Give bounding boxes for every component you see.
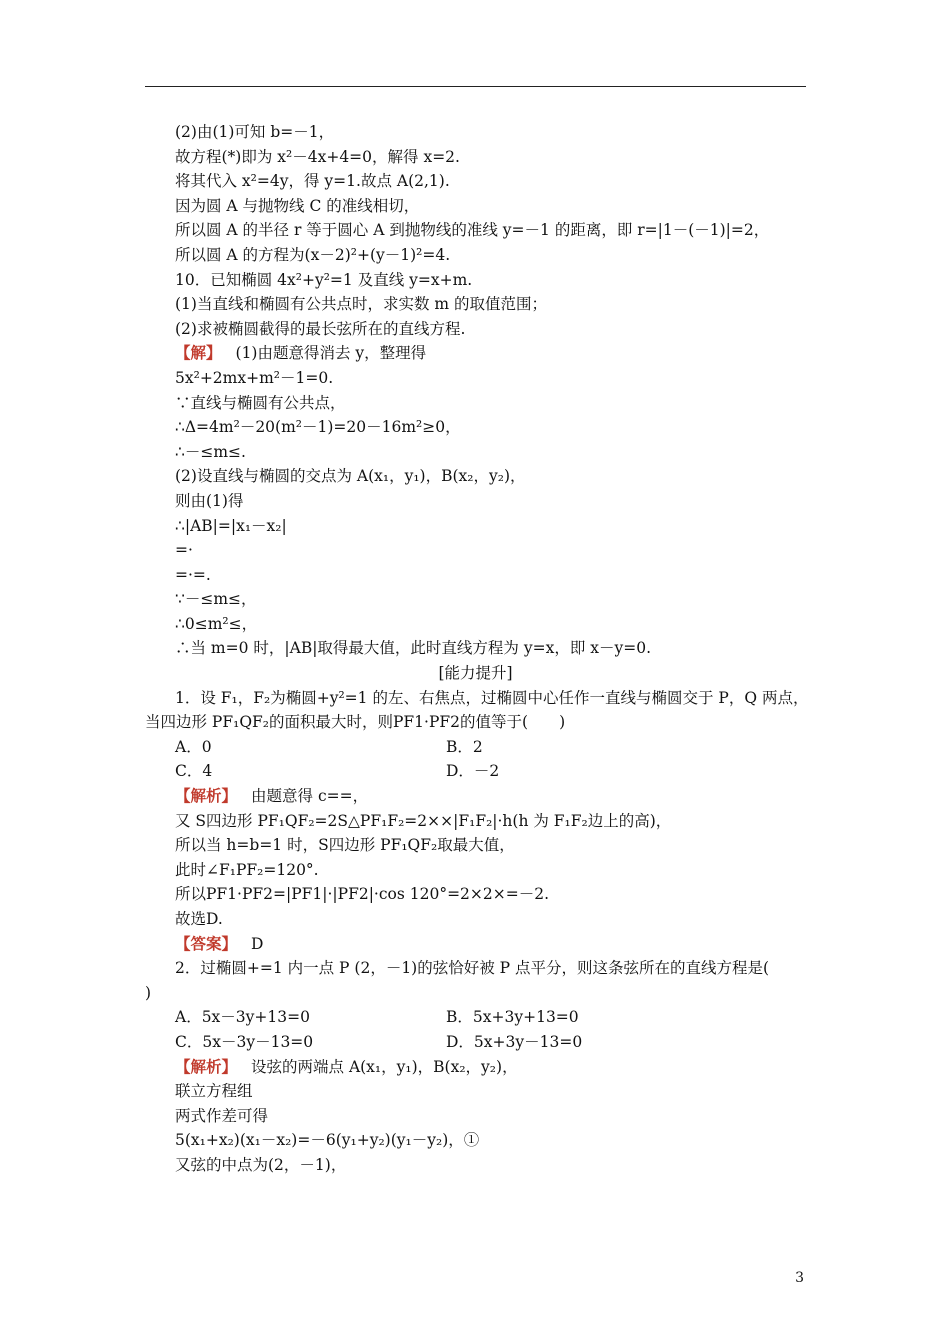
problem-2-stem: 2．过椭圆+=1 内一点 P (2，－1)的弦恰好被 P 点平分，则这条弦所在的直线方程是( (175, 959, 770, 978)
option-a: A．5x－3y+13=0 (175, 1008, 310, 1027)
text-line: 又弦的中点为(2，－1)， (175, 1155, 347, 1174)
analysis-line: 【解析】 设弦的两端点 A(x₁，y₁)，B(x₂，y₂)， (175, 1056, 518, 1076)
text-line: 因为圆 A 与抛物线 C 的准线相切， (175, 196, 420, 215)
text-line: (2)设直线与椭圆的交点为 A(x₁，y₁)，B(x₂，y₂)， (175, 467, 526, 486)
option-b: B．5x+3y+13=0 (446, 1008, 579, 1027)
option-a: A．0 (175, 737, 212, 756)
text-line: ∴|AB|=|x₁－x₂| (175, 516, 287, 535)
text-line: ∴－≤m≤. (175, 442, 246, 461)
options-row (145, 1030, 806, 1055)
text-line: =· (175, 541, 193, 560)
text-line: 故方程(*)即为 x²－4x+4=0，解得 x=2. (175, 147, 460, 166)
option-d: D．5x+3y－13=0 (446, 1032, 583, 1051)
analysis-line: 【解析】 由题意得 c==， (175, 786, 369, 806)
option-d: D．－2 (446, 762, 500, 781)
solution-line: 【解】 (1)由题意得消去 y，整理得 (175, 343, 427, 363)
text-line: 5(x₁+x₂)(x₁－x₂)=－6(y₁+y₂)(y₁－y₂)，① (175, 1131, 480, 1150)
text-line: (1)当直线和椭圆有公共点时，求实数 m 的取值范围； (175, 295, 548, 314)
text-line: =·=. (175, 565, 211, 584)
text-line: ∵－≤m≤， (175, 590, 257, 609)
options-row (145, 735, 806, 760)
analysis-tag: 【解析】 (175, 1056, 238, 1076)
section-heading: [能力提升] (438, 664, 513, 683)
problem-10-stem: 10．已知椭圆 4x²+y²=1 及直线 y=x+m. (175, 270, 473, 289)
option-c: C．5x－3y－13=0 (175, 1032, 314, 1051)
page-body (145, 120, 809, 1178)
text-line: 又 S四边形 PF₁QF₂=2S△PF₁F₂=2××|F₁F₂|·h(h 为 F₁F₂边上的高)， (175, 811, 672, 830)
problem-1-stem: 1．设 F₁，F₂为椭圆+y²=1 的左、右焦点，过椭圆中心任作一直线与椭圆交于 P，Q 两点， (175, 688, 809, 707)
text-line: 则由(1)得 (175, 491, 244, 510)
page-number: 3 (795, 1270, 804, 1286)
text-line: 所以PF1·PF2=|PF1|·|PF2|·cos 120°=2×2×=－2. (175, 885, 550, 904)
solution-tag: 【解】 (175, 343, 222, 363)
text-line: 两式作差可得 (175, 1106, 269, 1125)
text-line: ∴Δ=4m²－20(m²－1)=20－16m²≥0， (175, 418, 461, 437)
options-row (145, 759, 806, 784)
text-line: ∵直线与椭圆有公共点， (175, 393, 346, 412)
text-line: 联立方程组 (175, 1082, 253, 1101)
text-line: 5x²+2mx+m²－1=0. (175, 368, 334, 387)
text-line: ∴0≤m²≤， (175, 614, 258, 633)
text-line: 故选D. (175, 910, 223, 928)
text-line: 此时∠F₁PF₂=120°. (175, 860, 319, 879)
text-line: ) (145, 983, 152, 1002)
text-line: 当四边形 PF₁QF₂的面积最大时，则PF1·PF2的值等于( ) (145, 713, 566, 732)
text-line: (2)由(1)可知 b=－1， (175, 123, 335, 141)
options-row (145, 1005, 806, 1030)
text-line: 所以圆 A 的方程为(x－2)²+(y－1)²=4. (175, 245, 451, 264)
text-line: ∴当 m=0 时，|AB|取得最大值，此时直线方程为 y=x，即 x－y=0. (175, 639, 652, 658)
analysis-tag: 【解析】 (175, 786, 238, 806)
text-line: 所以当 h=b=1 时，S四边形 PF₁QF₂取最大值， (175, 836, 515, 855)
option-b: B．2 (446, 737, 483, 756)
option-c: C．4 (175, 762, 213, 781)
text-line: (2)求被椭圆截得的最长弦所在的直线方程. (175, 319, 466, 338)
header-rule (145, 86, 806, 87)
answer-tag: 【答案】 (175, 933, 238, 953)
answer-line: 【答案】 D (175, 933, 264, 953)
text-line: 所以圆 A 的半径 r 等于圆心 A 到抛物线的准线 y=－1 的距离，即 r=|1－(－1)|=2， (175, 221, 770, 240)
text-line: 将其代入 x²=4y，得 y=1.故点 A(2,1). (175, 172, 450, 191)
